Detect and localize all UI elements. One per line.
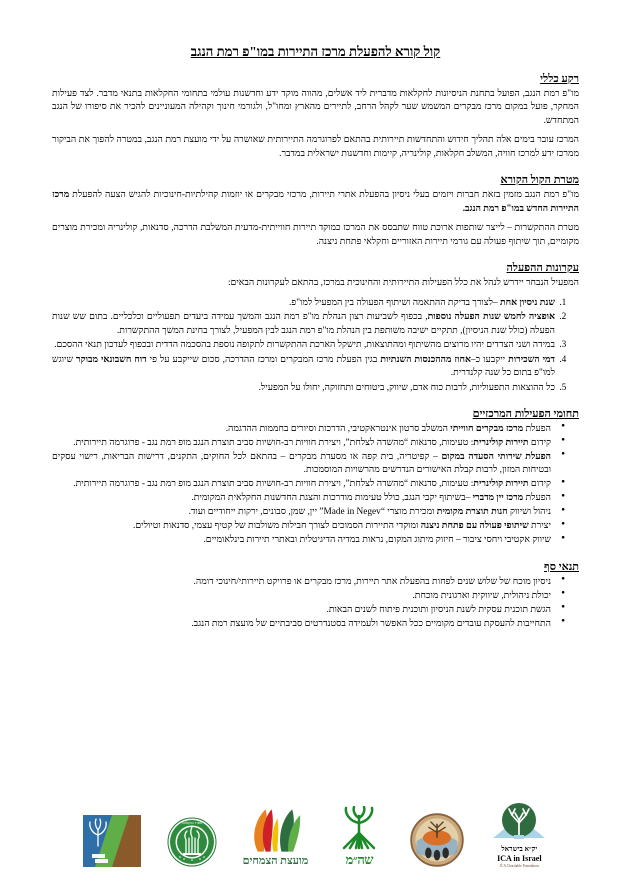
principles-item-3 [52, 339, 557, 352]
activity-item-6 [52, 506, 553, 519]
activity-item-5-post: –בשיתוף יקבי הנגב, כולל טעימות מודרכות והצגת החדשנות החקלאית המקומית. [191, 493, 473, 504]
shaham-caption: שה״מ [345, 852, 373, 868]
activity-item-7-pre: יצירת [528, 521, 551, 532]
moatza-caption: מועצת הצמחים [242, 855, 309, 868]
activity-item-4 [52, 478, 553, 491]
section-threshold-conditions [52, 561, 579, 631]
activity-item-3 [52, 451, 553, 478]
principles-item-4-text: ייקבעו כ– [470, 354, 509, 365]
activity-item-6-post: ומכירת מוצרי “Made in Negev” יין, שמן, סבונים, ירקות ייחודיים ועוד. [188, 507, 437, 518]
activity-item-2-pre: קידום [528, 437, 551, 448]
purpose-lead [52, 189, 579, 216]
principles-item-4-text-2: בגין הפעלת מרכז המבקרים ומרכז ההדרכה, סכום שייקבע על פי [146, 354, 381, 365]
section-background [52, 73, 579, 161]
principles-item-1-text: –לצורך בדיקת ההתאמה ושיתוף הפעולה בין המפעיל למו"פ. [289, 297, 500, 308]
activity-item-4-post: : טעימות, סדנאות “מהשדה לצלחת”, ויצירת חוויות רב-חושיות סביב תוצרת הנגב מופ רמת נגב - פרוגרמה תיירותית. [73, 479, 474, 490]
purpose-lead-emphasis: מרכז התיירות החדש במו"פ רמת הנגב. [52, 190, 579, 214]
regional-council-icon [83, 815, 141, 867]
activity-item-5 [52, 492, 553, 505]
threshold-item-2: ● יכולת ניהולית, שיווקית וארגונית מוכחת. [52, 590, 553, 603]
ministry-emblem-icon [167, 817, 217, 867]
activity-item-6-emphasis: חנות תוצרת מקומית [436, 507, 508, 518]
page-title: קול קורא להפעלת מרכז התיירות במו"פ רמת הנגב [190, 44, 441, 59]
section-heading-principles: עקרונות ההפעלה [506, 262, 579, 275]
background-paragraph-2: המרכז עובר בימים אלה תהליך חידוש והתחדשות תיירותית בהתאם לפרוגרמה התיירותית שאושרה על ידי מועצת רמת הנגב, במטרה להפוך את הביקור ממרכז ידע למרכז חוויה, המשלב חקלאות, קולינריה, קיימות וחדשנות ישראלית במדבר. [52, 135, 579, 159]
section-heading-threshold: תנאי סף [544, 560, 579, 573]
threshold-item-3: ● הגשת תוכנית עסקית לשנת הניסיון ותוכנית פיתוח לשנים הבאות. [52, 604, 553, 617]
activity-item-2-emphasis: תיירות קולינרית [473, 437, 529, 448]
activity-item-6-pre: ניהול ושיווק [507, 507, 551, 518]
background-paragraph-1: מו"פ רמת הנגב, הפועל בתחנת הניסיונות לחקלאות מדברית ליד אשלים, מהווה מוקד ידע וחדשנות עולמי בתחומי החקלאות בתנאי מדבר. לצד פעילות המחקר, פועל במקום מרכז מבקרים המשמש שער לקהל הרחב, לתיירים מהארץ ומחו"ל, ולגורמי חינוך וקהילה המעוניינים להכיר את סיפורו של הנגב המתחדש. [52, 89, 579, 126]
activity-item-5-emphasis: מרכז יין מדברי [472, 493, 524, 504]
principles-item-3-text: במידה ושני הצדדים יהיו מרוצים מהשיתוף ומהתוצאות, תישקל הארכת ההתקשרות לתקופה נוספת בהסכמה הדדית ובכפוף לעדכון תנאי ההסכם. [54, 340, 555, 351]
section-principles [52, 262, 579, 395]
activity-item-7-post: ומוקדי התיירות הסמוכים לצורך חבילות משולבות של קטיף עצמי, סדנאות וטיולים. [133, 521, 421, 532]
logo-strip [0, 796, 631, 868]
logo-shaham [334, 796, 384, 868]
svg-text:משרד החקלאות: משרד החקלאות [181, 821, 202, 825]
activity-item-2-post: : טעימות, סדנאות “מהשדה לצלחת”, ויצירת חוויות רב-חושיות סביב תוצרת הנגב מופ רמת נגב - פרוגרמה תיירותית. [73, 437, 474, 448]
activity-areas-list [52, 423, 579, 548]
activity-item-4-pre: קידום [528, 479, 551, 490]
principles-item-1-emphasis: שנת ניסיון אחת [499, 297, 555, 308]
principles-item-4-emphasis: דמי השכירות [508, 354, 556, 365]
activity-item-3-emphasis: הפעלת שירותי הסעדה במקום [441, 451, 551, 462]
principles-item-4-emphasis-3: דוח חשבונאי מבוקר [76, 354, 147, 365]
activity-item-3-post: – קפיטריה, בית קפה או מסעדת מבקרים – בהתאם לכל החוקים, התקנים, דרישות הבריאות, רישוי עסקים ובטיחות המזון, לרבות קבלת האישורים הנדרשים מהרשויות המוסמכות. [52, 451, 551, 476]
ica-caption-english: ICA in Israel [497, 853, 542, 863]
medallion-seal-icon [410, 813, 464, 867]
activity-item-1-emphasis: מרכז מבקרים חווייתי [450, 423, 524, 434]
principles-item-2-emphasis: אופציה לחמש שנות הפעלה נוספות [427, 312, 555, 323]
activity-item-7 [52, 520, 553, 533]
activity-item-5-pre: הפעלת [523, 493, 551, 504]
activity-item-1 [52, 423, 553, 436]
activity-item-8 [52, 534, 553, 547]
logo-ministry-of-agriculture [167, 796, 217, 868]
activity-item-1-pre: הפעלת [523, 423, 551, 434]
section-activity-areas [52, 408, 579, 548]
principles-item-4 [52, 354, 557, 381]
activity-item-2 [52, 437, 553, 450]
threshold-item-1: ● ניסיון מוכח של שלוש שנים לפחות בהפעלת אתר תיירות, מרכז מבקרים או פרויקט תיירותי/חינוכי דומה. [52, 576, 553, 589]
principles-item-5 [52, 382, 557, 395]
principles-item-4-emphasis-2: אחוז מההכנסות השנתיות [380, 354, 471, 365]
activity-item-8-post: שיווק אקטיבי ויחסי ציבור – חיזוק מיתוג המקום, נראות במדיה הדיגיטלית ובאתרי תיירות בינלאומיים. [203, 535, 551, 546]
activity-item-7-emphasis: שיתופי פעולה עם פתחת ניצנה [420, 521, 529, 532]
logo-ica-in-israel [490, 796, 548, 868]
principles-item-5-text: כל ההוצאות התפעוליות, לרבות כוח אדם, שיווק, ביטוחים ותחזוקה, יחולו על המפעיל. [258, 382, 555, 393]
section-purpose [52, 174, 579, 249]
ica-caption-sub: JCA Charitable Foundation [499, 863, 539, 868]
section-heading-activity-areas: תחומי הפעילות המרכזיים [472, 407, 579, 420]
principles-item-2-text: , בכפוף לשביעות רצון הנהלת מו"פ רמת הנגב והמשך עמידה ביעדים תפעוליים וכלכליים. בתום שש שנות הפעלה (כולל שנת הניסיון), תתקיים ישיבה משותפת בין הנהלת מו"פ רמת הנגב לבין המפעיל, לצורך בחינת המשך ההתקשרות. [52, 312, 555, 336]
ica-tree-icon [490, 800, 548, 844]
plants-council-flame-icon [249, 808, 303, 854]
principles-list [52, 297, 579, 395]
activity-item-4-emphasis: תיירות קולינרית [473, 479, 529, 490]
logo-moetzet-hatzmachim [243, 796, 309, 868]
principles-item-2 [52, 311, 557, 338]
section-heading-background: רקע כללי [540, 73, 579, 85]
section-heading-purpose: מטרת הקול הקורא [500, 174, 579, 187]
purpose-paragraph-2: מטרת ההתקשרות – לייצר שותפות ארוכת טווח שתבסס את המרכז כמוקד תיירות חווייתית-מדעית המשלבת הדרכה, סדנאות, קולינריה ומכירת מוצרים מקומיים, תוך שיתוף פעולה עם גורמי תיירות האזוריים וחקלאי פתחת ניצנה. [52, 223, 579, 247]
purpose-lead-text: מו"פ רמת הנגב מזמין בזאת חברות ויזמים בעלי ניסיון בהפעלת אתרי תיירות, מרכזי מבקרים או יוזמות קהילתיות-חינוכיות להגיש הצעה להפעלת [69, 190, 579, 201]
logo-ramat-negev-seal [410, 796, 464, 868]
threshold-list [52, 576, 579, 631]
shaham-sheaf-icon [334, 806, 384, 852]
principles-item-4-text-3: שיוגש למו"פ בתום כל שנה קלנדרית. [52, 354, 555, 379]
logo-ramat-negev-council [83, 796, 141, 868]
ica-caption-hebrew: יק״א בישראל [501, 844, 538, 853]
principles-intro: המפעיל הנבחר יידרש לנהל את כלל הפעילות התיירותית והחינוכית במרכז, בהתאם לעקרונות הבאים: [227, 278, 579, 289]
principles-item-1 [52, 297, 557, 310]
activity-item-1-post: המשלב סרטון אינטראקטיבי, הדרכות וסיורים בחממות ההדגמה. [225, 423, 451, 434]
threshold-item-4: ● התחייבות להעסקת עובדים מקומיים ככל האפשר ולעמידה בסטנדרטים סביבתיים של מועצת רמת הנגב. [52, 618, 553, 631]
